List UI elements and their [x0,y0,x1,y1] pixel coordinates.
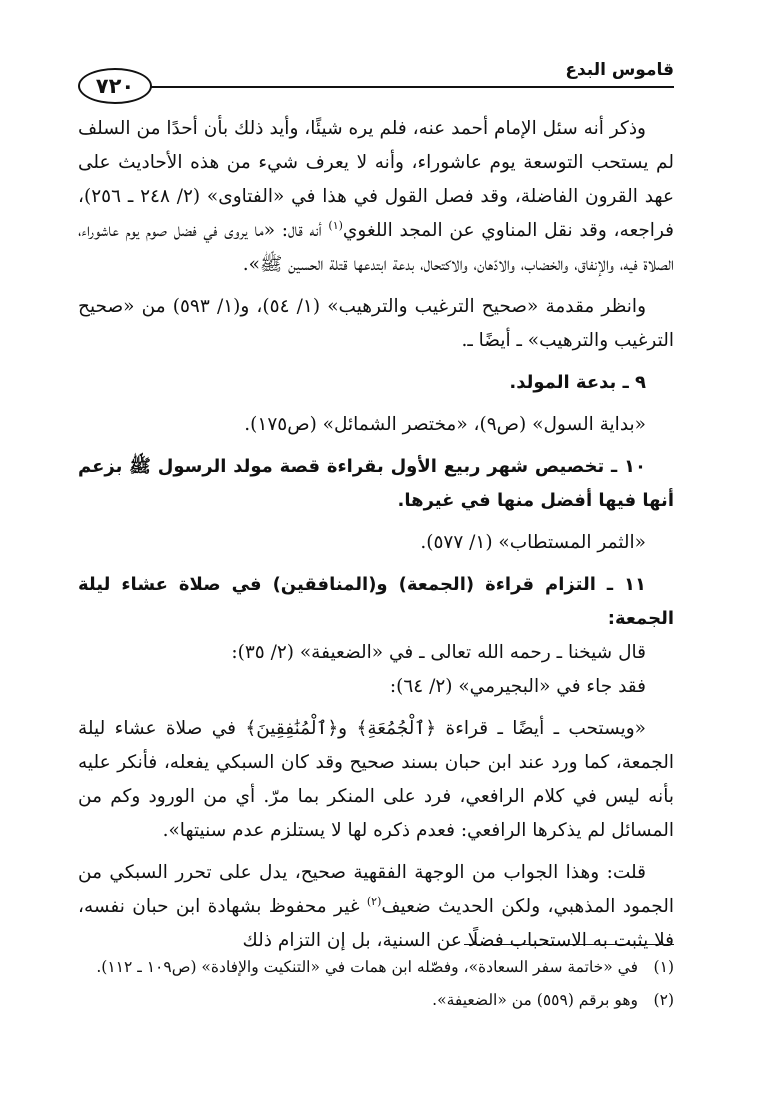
footnote-number: (١) [653,958,674,976]
page-header [78,58,674,98]
section-heading: ١٠ ـ تخصيص شهر ربيع الأول بقراءة قصة مولد الرسول ﷺ بزعم أنها فيها أفضل منها في غيرها. [78,456,674,511]
footnote-ref: (١) [328,218,343,232]
paragraph: وذكر أنه سئل الإمام أحمد عنه، فلم يره شيئًا، وأيد ذلك بأن أحدًا من السلف لم يستحب التوسعة يوم عاشوراء، وأنه لا يعرف شيء من هذه الأحاديث على عهد القرون الفاضلة، وقد فصل القول في هذا في «الفتاوى» (٢/ ٢٤٨ ـ ٢٥٦)، فراجعه، وقد نقل المناوي عن المجد اللغوي$^{(١)}$ أنه قال: «ما يروى في فضل صوم يوم عاشوراء، الصلاة فيه، والإنفاق، والخضاب، والادّهان، والاكتحال، بدعة ابتدعها قتلة الحسين ﷺ». [78,118,674,275]
footnote: (٢) وهو برقم (٥٥٩) من «الضعيفة». [78,987,674,1014]
header-rule [134,86,674,88]
footnote-number: (٢) [653,991,674,1009]
paragraph: قلت: وهذا الجواب من الوجهة الفقهية صحيح، يدل على تحرر السبكي من الجمود المذهبي، ولكن الحديث ضعيف$^{(٢)}$ غير محفوظ بشهادة ابن حبان نفسه، فلا يثبت به الاستحباب فضلًا عن السنية، بل إن التزام ذلك [78,862,675,951]
paragraph: «بداية السول» (ص٩)، «مختصر الشمائل» (ص١٧٥). [244,414,646,435]
paragraph: وانظر مقدمة «صحيح الترغيب والترهيب» (١/ ٥٤)، و(١/ ٥٩٣) من «صحيح الترغيب والترهيب» ـ أيضًا ـ. [78,296,674,351]
section-heading: ٩ ـ بدعة المولد. [509,372,646,393]
quote-paragraph: «ويستحب ـ أيضًا ـ قراءة ﴿ٱلْجُمُعَةِ﴾ و﴿ٱلْمُنَٰفِقِينَ﴾ في صلاة عشاء ليلة الجمعة، كما ورد عند ابن حبان بسند صحيح وقد كان السبكي يفعله، فأنكر عليه بأنه ليس في كلام الرافعي، فرد على المنكر بما مرّ. أي من الورود وكم من المسائل لم يذكرها الرافعي: فعدم ذكره لها لا يستلزم عدم سنيتها». [78,718,674,841]
footnote: (١) في «خاتمة سفر السعادة»، وفصّله ابن همات في «التنكيت والإفادة» (ص١٠٩ ـ ١١٢). [78,954,674,981]
footnote-rule [464,944,674,945]
page-body [78,112,674,958]
book-title: قاموس البدع [565,60,674,80]
footnotes [78,954,674,1020]
page-number: ٧٢٠ [78,68,152,104]
paragraph: «الثمر المستطاب» (١/ ٥٧٧). [420,532,646,553]
paragraph: فقد جاء في «البجيرمي» (٢/ ٦٤): [389,676,646,697]
paragraph: قال شيخنا ـ رحمه الله تعالى ـ في «الضعيفة» (٢/ ٣٥): [231,642,646,663]
footnote-ref: (٢) [366,894,382,908]
section-heading: ١١ ـ التزام قراءة (الجمعة) و(المنافقين) في صلاة عشاء ليلة الجمعة: [78,574,674,629]
